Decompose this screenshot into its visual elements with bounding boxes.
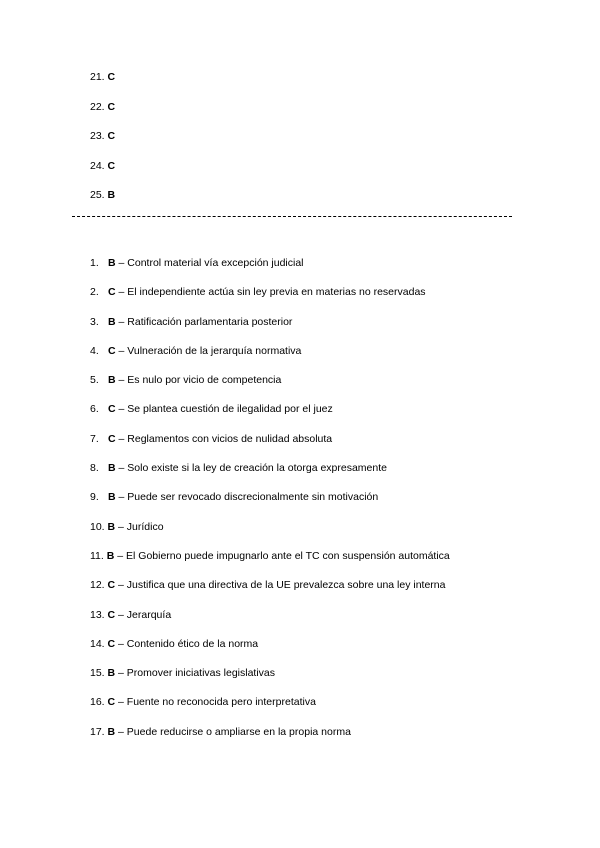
answer-letter: B (108, 462, 116, 475)
list-item (90, 608, 450, 637)
answer-text: – Jerarquía (115, 608, 172, 621)
item-number: 10. (90, 520, 105, 533)
answer-text: – Jurídico (115, 520, 164, 533)
list-item (90, 725, 450, 754)
answer-letter: C (107, 159, 116, 172)
answer-text: – Fuente no reconocida pero interpretativa (115, 696, 316, 709)
answer-text: – Promover iniciativas legislativas (115, 667, 276, 680)
list-item (90, 70, 115, 100)
list-item (90, 344, 450, 373)
list-item (90, 695, 450, 724)
answer-letter: C (108, 286, 116, 299)
answer-letter: B (108, 491, 116, 504)
list-item (90, 637, 450, 666)
answer-text: – Solo existe si la ley de creación la otorga expresamente (115, 462, 387, 475)
answer-letter: C (107, 130, 116, 142)
answer-text: – Vulneración de la jerarquía normativa (115, 344, 302, 357)
answer-text: – El Gobierno puede impugnarlo ante el TC con suspensión automática (114, 549, 450, 562)
answer-letter: C (108, 344, 116, 357)
item-number: 16. (90, 696, 105, 709)
list-item (90, 520, 450, 549)
item-number: 14. (90, 637, 105, 650)
answer-text: – Puede reducirse o ampliarse en la propia norma (115, 725, 351, 738)
answer-letter: B (107, 189, 116, 201)
list-item (90, 256, 450, 285)
item-number: 7. (90, 432, 99, 445)
answer-letter: C (107, 579, 116, 592)
answer-letter: C (107, 637, 116, 650)
item-number: 11. (90, 549, 104, 562)
answer-letter: C (107, 71, 116, 83)
answer-text: – Se plantea cuestión de ilegalidad por el juez (115, 403, 333, 416)
answer-letter: C (108, 432, 116, 445)
list-item (90, 549, 450, 578)
list-item (90, 578, 450, 607)
item-number: 5. (90, 374, 99, 387)
item-number: 4. (90, 344, 99, 357)
answer-text: – Contenido ético de la norma (115, 637, 259, 650)
item-number: 2. (90, 286, 99, 299)
answer-letter: B (108, 374, 116, 387)
list-item (90, 432, 450, 461)
item-number: 17. (90, 725, 105, 738)
list-item (90, 402, 450, 431)
answer-letter: B (107, 725, 116, 738)
answer-list-bottom (90, 256, 450, 754)
item-number: 25. (90, 189, 105, 201)
item-number: 6. (90, 403, 99, 416)
answer-letter: B (108, 315, 116, 328)
answer-text: – Ratificación parlamentaria posterior (115, 315, 293, 328)
answer-text: – Es nulo por vicio de competencia (115, 374, 282, 387)
answer-text: – El independiente actúa sin ley previa en materias no reservadas (115, 286, 426, 299)
list-item (90, 461, 450, 490)
answer-text: – Control material vía excepción judicial (115, 257, 304, 269)
item-number: 23. (90, 130, 105, 142)
list-item (90, 285, 450, 314)
answer-letter: C (107, 100, 116, 113)
item-number: 21. (90, 71, 105, 83)
answer-letter: B (107, 667, 116, 680)
item-number: 15. (90, 667, 105, 680)
list-item (90, 373, 450, 402)
list-item (90, 100, 115, 130)
answer-letter: C (108, 403, 116, 416)
answer-letter: C (107, 696, 116, 709)
dashed-divider (72, 216, 512, 217)
answer-list-top (90, 70, 115, 218)
item-number: 13. (90, 608, 105, 621)
item-number: 9. (90, 491, 99, 504)
answer-letter: C (107, 608, 116, 621)
item-number: 3. (90, 315, 99, 328)
answer-text: – Puede ser revocado discrecionalmente sin motivación (115, 491, 379, 504)
list-item (90, 490, 450, 519)
answer-text: – Justifica que una directiva de la UE prevalezca sobre una ley interna (115, 579, 446, 592)
answer-letter: B (108, 257, 116, 269)
item-number: 22. (90, 100, 105, 113)
answer-letter: B (107, 520, 116, 533)
item-number: 8. (90, 462, 99, 475)
item-number: 24. (90, 159, 105, 172)
list-item (90, 129, 115, 159)
item-number: 1. (90, 257, 99, 269)
list-item (90, 188, 115, 218)
answer-text: – Reglamentos con vicios de nulidad absoluta (115, 432, 333, 445)
answer-letter: B (106, 549, 115, 562)
list-item (90, 315, 450, 344)
list-item (90, 666, 450, 695)
list-item (90, 159, 115, 189)
item-number: 12. (90, 579, 105, 592)
